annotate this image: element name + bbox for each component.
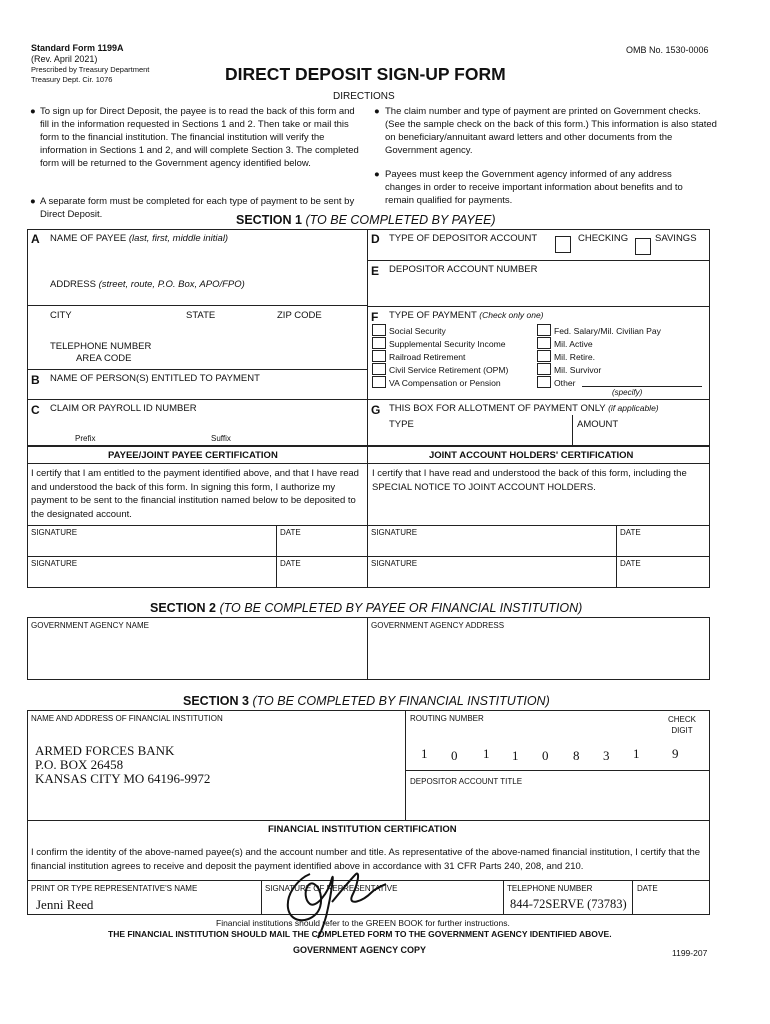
check-digit-label: CHECK DIGIT — [667, 715, 696, 735]
form-code: 1199-207 — [672, 948, 708, 958]
checking-label: CHECKING — [578, 233, 629, 244]
payment-checkbox[interactable] — [372, 376, 386, 388]
joint-date-label-2: DATE — [620, 559, 641, 568]
telephone-label: TELEPHONE NUMBER — [50, 341, 152, 352]
payee-date-label: DATE — [280, 528, 301, 537]
bullet-icon: ● — [30, 106, 36, 117]
payment-type-option: Mil. Survivor — [554, 365, 602, 375]
payee-signature-label-2: SIGNATURE — [31, 559, 78, 568]
institution-name-line: ARMED FORCES BANK — [35, 743, 175, 758]
joint-date-label: DATE — [620, 528, 641, 537]
area-code-label: AREA CODE — [76, 353, 132, 364]
address-label: ADDRESS (street, route, P.O. Box, APO/FPO) — [50, 279, 245, 290]
routing-digit: 1 — [512, 748, 519, 763]
claim-id-label: CLAIM OR PAYROLL ID NUMBER — [50, 403, 197, 414]
routing-label: ROUTING NUMBER — [410, 714, 484, 723]
state-label: STATE — [186, 310, 216, 321]
zip-label: ZIP CODE — [277, 310, 322, 321]
specify-label: (specify) — [612, 388, 643, 397]
rep-name: Jenni Reed — [36, 897, 94, 912]
letter-b: B — [31, 373, 40, 387]
routing-digit: 1 — [633, 746, 640, 761]
payment-checkbox[interactable] — [537, 350, 551, 362]
city-label: CITY — [50, 310, 72, 321]
payee-cert-text: I certify that I am entitled to the payment identified above, and that I have read and understood the back of this form. In signing this form, I authorize my payment to be sent to the financial institution named below to be deposited to the designated account. — [31, 468, 359, 520]
form-title: DIRECT DEPOSIT SIGN-UP FORM — [225, 64, 506, 84]
rep-date-label: DATE — [637, 884, 658, 893]
payment-checkbox[interactable] — [537, 376, 551, 388]
joint-cert-text: I certify that I have read and understood the back of this form, including the SPECIAL NOTICE TO JOINT ACCOUNT HOLDERS. — [372, 468, 687, 493]
routing-digit: 3 — [603, 748, 610, 763]
letter-d: D — [371, 232, 380, 246]
routing-digit: 0 — [451, 748, 458, 763]
payment-type-option: Civil Service Retirement (OPM) — [389, 365, 509, 375]
payment-checkbox[interactable] — [372, 363, 386, 375]
payment-type-option: Mil. Active — [554, 339, 593, 349]
agency-address-label: GOVERNMENT AGENCY ADDRESS — [371, 621, 505, 630]
routing-digit: 0 — [542, 748, 549, 763]
payment-checkbox[interactable] — [537, 363, 551, 375]
form-name: Standard Form 1199A — [31, 43, 124, 53]
payee-date-label-2: DATE — [280, 559, 301, 568]
joint-signature-label-2: SIGNATURE — [371, 559, 418, 568]
allotment-label: THIS BOX FOR ALLOTMENT OF PAYMENT ONLY (if applicable) — [389, 403, 659, 414]
payment-type-option: Fed. Salary/Mil. Civilian Pay — [554, 326, 661, 336]
omb-number: OMB No. 1530-0006 — [626, 45, 709, 55]
letter-c: C — [31, 403, 40, 417]
joint-signature-label: SIGNATURE — [371, 528, 418, 537]
payment-checkbox[interactable] — [372, 324, 386, 336]
institution-label: NAME AND ADDRESS OF FINANCIAL INSTITUTION — [31, 714, 223, 723]
treasury-circular: Treasury Dept. Cir. 1076 — [31, 75, 113, 84]
account-number-label: DEPOSITOR ACCOUNT NUMBER — [389, 264, 538, 275]
direction-right-2: Payees must keep the Government agency informed of any address changes in order to receive important information about benefits and to remain qualified for payments. — [385, 169, 683, 206]
agency-copy-label: GOVERNMENT AGENCY COPY — [293, 945, 427, 955]
routing-digit: 1 — [421, 746, 428, 761]
fi-cert-title: FINANCIAL INSTITUTION CERTIFICATION — [268, 824, 457, 835]
direction-left-1: To sign up for Direct Deposit, the payee is to read the back of this form and fill in the information requested in Sections 1 and 2. Then take or mail this form to the financial institution. The financial institution will verify the information in Sections 1 and 2, and will complete Section 3. The completed form will be returned to the Government agency identified below. — [40, 106, 359, 169]
green-book-note: Financial institutions should refer to the GREEN BOOK for further instructions. — [216, 918, 510, 928]
routing-digit: 1 — [483, 746, 490, 761]
suffix-label: Suffix — [211, 434, 231, 443]
payment-type-option: Other — [554, 378, 576, 388]
rep-phone: 844-72SERVE (73783) — [510, 897, 627, 911]
fi-cert-text: I confirm the identity of the above-named payee(s) and the account number and title. As representative of the above-named financial institution, I certify that the financial institution agrees to receive and deposit the payment identified above in accordance with 31 CFR Parts 240, 208, and 210. — [31, 847, 701, 872]
payment-type-option: Supplemental Security Income — [389, 339, 506, 349]
payment-type-option: Railroad Retirement — [389, 352, 466, 362]
savings-label: SAVINGS — [655, 233, 697, 244]
amount-label: AMOUNT — [577, 419, 619, 430]
payee-cert-title: PAYEE/JOINT PAYEE CERTIFICATION — [108, 450, 278, 461]
section1-title: SECTION 1 (TO BE COMPLETED BY PAYEE) — [236, 213, 496, 227]
checking-checkbox[interactable] — [555, 236, 571, 253]
letter-a: A — [31, 232, 40, 246]
institution-address-line: P.O. BOX 26458 — [35, 757, 124, 772]
payment-type-option: VA Compensation or Pension — [389, 378, 501, 388]
payment-type-label: TYPE OF PAYMENT (Check only one) — [389, 310, 544, 321]
payment-checkbox[interactable] — [537, 324, 551, 336]
section3-title: SECTION 3 (TO BE COMPLETED BY FINANCIAL INSTITUTION) — [183, 694, 550, 708]
account-title-label: DEPOSITOR ACCOUNT TITLE — [410, 777, 523, 786]
form-revision: (Rev. April 2021) — [31, 54, 98, 64]
section2-title: SECTION 2 (TO BE COMPLETED BY PAYEE OR FINANCIAL INSTITUTION) — [150, 601, 583, 615]
direction-right-1: The claim number and type of payment are printed on Government checks. (See the sample check on the back of this form.) This information is also stated on beneficiary/annuitant award letters and other documents from the Government agency. — [385, 106, 717, 156]
bullet-icon: ● — [30, 196, 36, 207]
check-digit: 9 — [672, 746, 679, 761]
directions-heading: DIRECTIONS — [333, 91, 395, 102]
bullet-icon: ● — [374, 169, 380, 180]
payment-type-option: Mil. Retire. — [554, 352, 596, 362]
letter-g: G — [371, 403, 381, 417]
payment-type-option: Social Security — [389, 326, 446, 336]
savings-checkbox[interactable] — [635, 238, 651, 255]
direction-left-2: A separate form must be completed for each type of payment to be sent by Direct Deposit. — [40, 196, 355, 220]
prefix-label: Prefix — [75, 434, 96, 443]
rep-phone-label: TELEPHONE NUMBER — [507, 884, 593, 893]
rep-signature-label: SIGNATURE OF REPRESENTATIVE — [265, 884, 398, 893]
payee-name-label: NAME OF PAYEE (last, first, middle initial) — [50, 233, 229, 244]
routing-digit: 8 — [573, 748, 580, 763]
mail-notice: THE FINANCIAL INSTITUTION SHOULD MAIL THE COMPLETED FORM TO THE GOVERNMENT AGENCY IDENTIFIED ABOVE. — [108, 929, 612, 939]
rep-name-label: PRINT OR TYPE REPRESENTATIVE'S NAME — [31, 884, 198, 893]
payment-checkbox[interactable] — [537, 337, 551, 349]
bullet-icon: ● — [374, 106, 380, 117]
payment-checkbox[interactable] — [372, 337, 386, 349]
payment-checkbox[interactable] — [372, 350, 386, 362]
joint-cert-title: JOINT ACCOUNT HOLDERS' CERTIFICATION — [429, 450, 634, 461]
prescribed-by: Prescribed by Treasury Department — [31, 65, 150, 74]
entitled-persons-label: NAME OF PERSON(S) ENTITLED TO PAYMENT — [50, 373, 260, 384]
letter-f: F — [371, 310, 379, 324]
agency-name-label: GOVERNMENT AGENCY NAME — [31, 621, 149, 630]
type-label: TYPE — [389, 419, 414, 430]
institution-city-line: KANSAS CITY MO 64196-9972 — [35, 771, 211, 786]
account-type-label: TYPE OF DEPOSITOR ACCOUNT — [389, 233, 538, 244]
letter-e: E — [371, 264, 380, 278]
payee-signature-label: SIGNATURE — [31, 528, 78, 537]
